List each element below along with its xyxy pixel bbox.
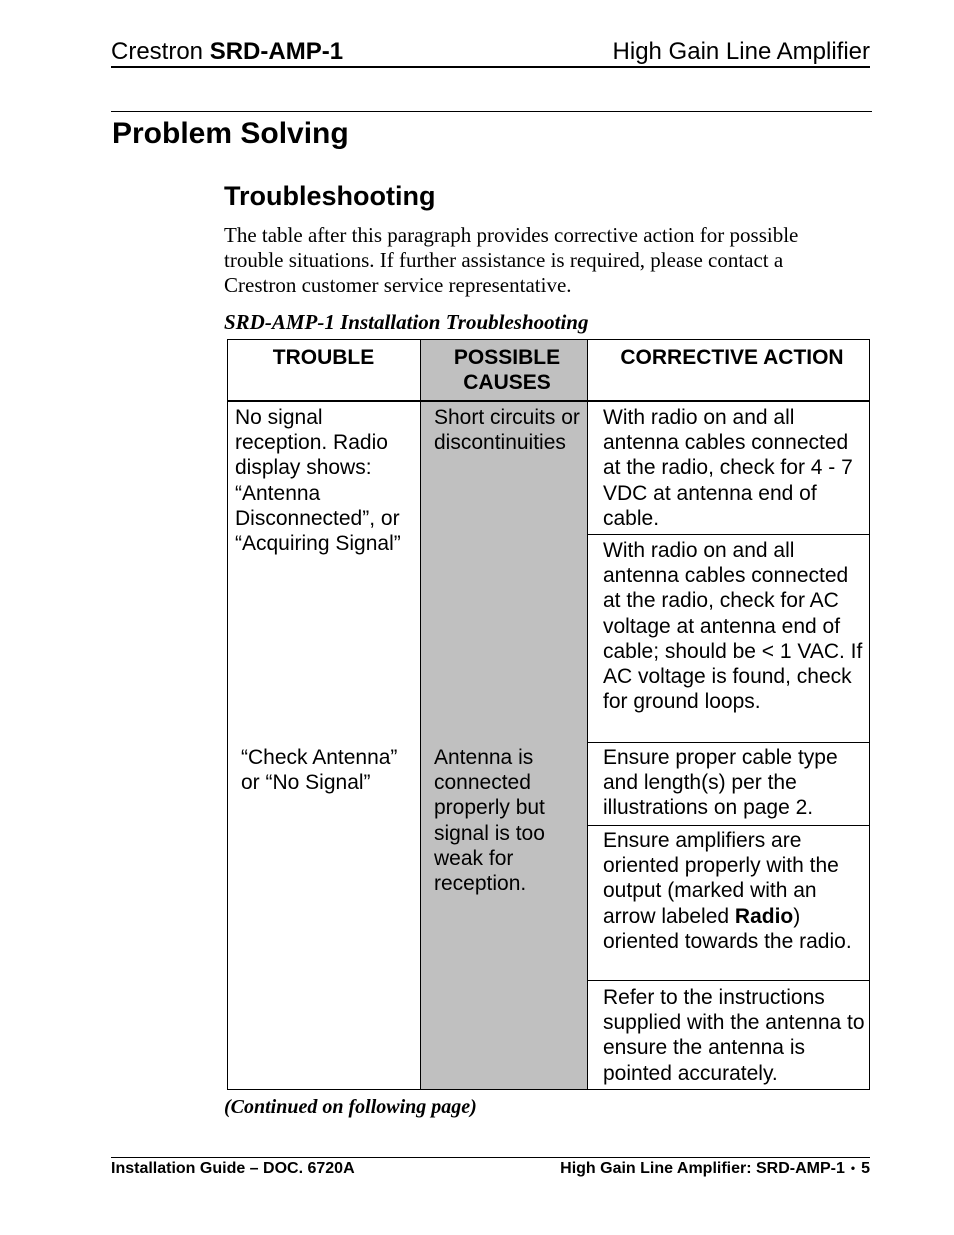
footer-doc-title: Installation Guide – DOC. 6720A <box>111 1160 355 1177</box>
bullet-separator: • <box>850 1161 856 1175</box>
action-separator-4 <box>587 980 870 981</box>
cause-1: Short circuits or discontinuities <box>434 406 580 455</box>
trouble-1: No signal reception. Radio display shows: “Antenna Disconnected”, or “Acquiring Signal” <box>235 406 401 556</box>
running-header <box>111 38 870 68</box>
action-5: Refer to the instructions supplied with the antenna to ensure the antenna is pointed accurately. <box>603 986 865 1085</box>
action-separator-2 <box>587 742 870 743</box>
continued-note: (Continued on following page) <box>224 1096 477 1118</box>
section-rule <box>111 111 872 112</box>
header-trouble: TROUBLE <box>272 346 375 369</box>
action-2: With radio on and all antenna cables connected at the radio, check for AC voltage at antenna end of cable; should be < 1 VAC. If AC voltage is found, check for ground loops. <box>603 539 863 714</box>
header-separator <box>227 400 870 402</box>
table-caption: SRD-AMP-1 Installation Troubleshooting <box>224 310 589 334</box>
header-corrective-action: CORRECTIVE ACTION <box>620 346 844 369</box>
page-footer <box>111 1157 870 1177</box>
action-separator-3 <box>587 825 870 826</box>
action-1: With radio on and all antenna cables connected at the radio, check for 4 - 7 VDC at antenna end of cable. <box>603 406 853 530</box>
cause-2: Antenna is connected properly but signal is too weak for reception. <box>434 746 545 896</box>
radio-label: Radio <box>734 904 794 928</box>
trouble-2: “Check Antenna” or “No Signal” <box>241 746 398 795</box>
action-separator-1 <box>587 534 870 535</box>
troubleshooting-table <box>227 339 870 1090</box>
header-product: High Gain Line Amplifier <box>612 38 870 65</box>
action-3: Ensure proper cable type and length(s) per the illustrations on page 2. <box>603 746 838 820</box>
header-model: SRD-AMP-1 <box>209 38 344 65</box>
header-title <box>111 38 343 66</box>
column-divider-2 <box>587 339 588 1089</box>
header-possible-causes: POSSIBLE CAUSES <box>453 346 561 394</box>
page-number: 5 <box>861 1160 870 1177</box>
intro-paragraph: The table after this paragraph provides corrective action for possible trouble situations. If further assistance is required, please contact a Crestron customer service representative. <box>224 223 799 297</box>
subsection-title: Troubleshooting <box>224 181 436 211</box>
action-4: Ensure amplifiers are oriented properly with the output (marked with an arrow labeled Radio) oriented towards the radio. <box>603 829 852 953</box>
footer-page-info: High Gain Line Amplifier: SRD-AMP-1 • 5 <box>560 1160 870 1177</box>
column-divider-1 <box>420 339 421 1089</box>
header-brand: Crestron <box>111 38 204 65</box>
section-title: Problem Solving <box>112 117 349 150</box>
